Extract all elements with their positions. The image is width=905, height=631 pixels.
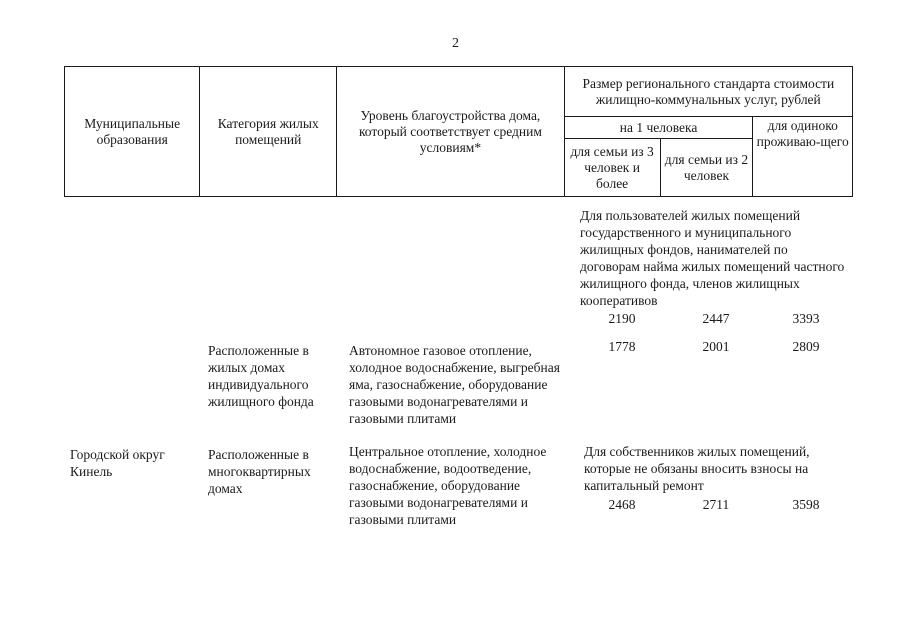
individual-level: Автономное газовое отопление, холодное водоснабжение, выгребная яма, газоснабжение, оборудование газовыми водонагревателями и газовыми плитами (349, 343, 560, 426)
value-family2: 2447 (702, 311, 730, 326)
header-municipal: Муниципальные образования (65, 67, 200, 197)
value-family3: 2190 (608, 311, 636, 326)
value-single: 3393 (792, 311, 820, 326)
value-family3: 2468 (608, 497, 636, 512)
header-category: Категория жилых помещений (200, 67, 337, 197)
kinel-level: Центральное отопление, холодное водоснабжение, водоотведение, газоснабжение, оборудование газовыми водонагревателями и газовыми плитами (349, 444, 547, 527)
value-family2: 2001 (702, 339, 730, 354)
individual-category: Расположенные в жилых домах индивидуального жилищного фонда (208, 343, 314, 409)
kinel-category: Расположенные в многоквартирных домах (208, 447, 311, 496)
header-family3: для семьи из 3 человек и более (564, 139, 660, 197)
header-family2: для семьи из 2 человек (660, 139, 753, 197)
header-standard: Размер регионального стандарта стоимости жилищно-коммунальных услуг, рублей (564, 67, 852, 117)
value-single: 3598 (792, 497, 820, 512)
kinel-municipal: Городской округ Кинель (70, 447, 165, 479)
owners-note: Для собственников жилых помещений, которые не обязаны вносить взносы на капитальный ремонт (584, 444, 810, 493)
value-family3: 1778 (608, 339, 636, 354)
users-note: Для пользователей жилых помещений государственного и муниципального жилищных фондов, нанимателей по договорам найма жилых помещений частного жилищного фонда, членов жилищных кооперативов (580, 208, 845, 308)
value-single: 2809 (792, 339, 820, 354)
header-single: для одиноко проживаю-щего (753, 117, 853, 197)
header-per-person: на 1 человека (564, 117, 753, 139)
header-level: Уровень благоустройства дома, который соответствует средним условиям* (337, 67, 565, 197)
table-header (64, 66, 853, 197)
value-family2: 2711 (702, 497, 730, 512)
page-number: 2 (452, 36, 459, 51)
